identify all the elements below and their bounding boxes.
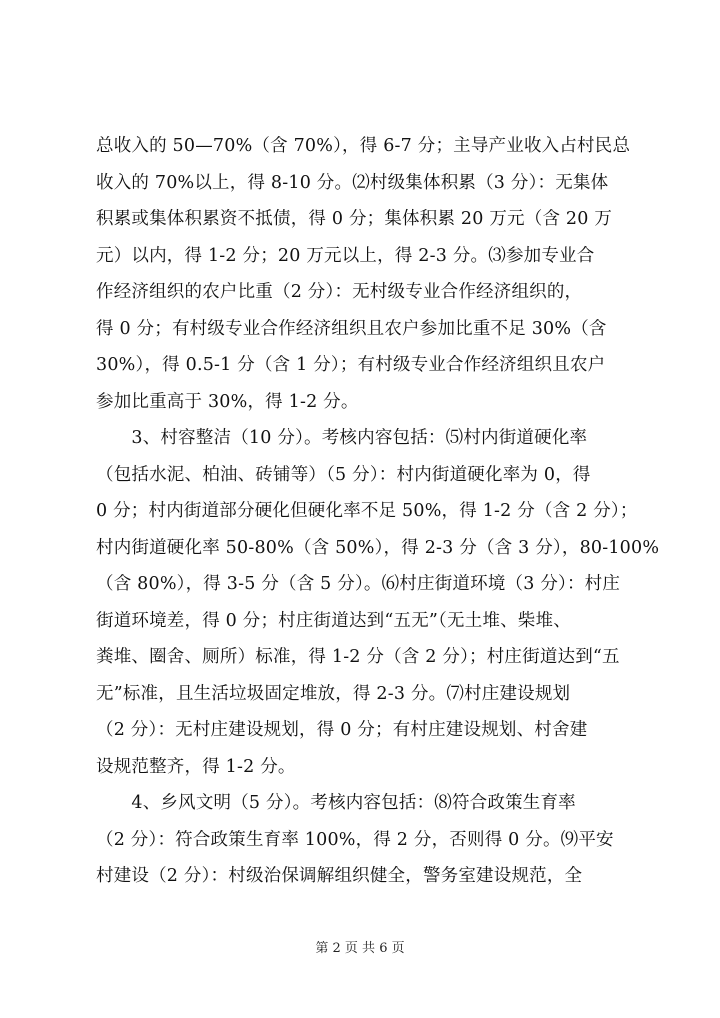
text-line: 街道环境差，得 0 分；村庄街道达到“五无”（无土堆、柴堆、 bbox=[96, 610, 571, 631]
text-line: （2 分）：符合政策生育率 100%，得 2 分，否则得 0 分。⑼平安 bbox=[96, 829, 614, 850]
text-line: 元）以内，得 1-2 分；20 万元以上，得 2-3 分。⑶参加专业合 bbox=[96, 245, 595, 266]
text-line: 30%），得 0.5-1 分（含 1 分）；有村级专业合作经济组织且农户 bbox=[96, 355, 606, 375]
text-line: 0 分；村内街道部分硬化但硬化率不足 50%，得 1-2 分（含 2 分）； bbox=[96, 501, 638, 521]
text-line: 4、乡风文明（5 分）。考核内容包括：⑻符合政策生育率 bbox=[96, 793, 576, 813]
text-line: 得 0 分；有村级专业合作经济组织且农户参加比重不足 30%（含 bbox=[96, 318, 607, 339]
text-line: 参加比重高于 30%，得 1-2 分。 bbox=[96, 391, 359, 412]
text-line: 总收入的 50—70%（含 70%），得 6-7 分；主导产业收入占村民总 bbox=[96, 136, 631, 156]
page-footer: 第 2 页 共 6 页 bbox=[315, 941, 405, 956]
body-text bbox=[96, 128, 660, 895]
text-line: 3、村容整洁（10 分）。考核内容包括：⑸村内街道硬化率 bbox=[96, 428, 588, 448]
text-line: 积累或集体积累资不抵债，得 0 分；集体积累 20 万元（含 20 万 bbox=[96, 209, 613, 229]
text-line: 粪堆、圈舍、厕所）标准，得 1-2 分（含 2 分）；村庄街道达到“五 bbox=[96, 647, 620, 667]
text-line: 村建设（2 分）：村级治保调解组织健全，警务室建设规范，全 bbox=[96, 866, 583, 886]
text-line: （2 分）：无村庄建设规划，得 0 分；有村庄建设规划、村舍建 bbox=[96, 720, 588, 740]
text-line: 无”标准，且生活垃圾固定堆放，得 2-3 分。⑺村庄建设规划 bbox=[96, 683, 571, 704]
text-line: 村内街道硬化率 50-80%（含 50%），得 2-3 分（含 3 分），80-100% bbox=[96, 537, 660, 558]
text-line: （包括水泥、柏油、砖铺等）（5 分）：村内街道硬化率为 0，得 bbox=[96, 464, 591, 485]
text-line: 设规范整齐，得 1-2 分。 bbox=[96, 756, 296, 777]
text-line: （含 80%），得 3-5 分（含 5 分）。⑹村庄街道环境（3 分）：村庄 bbox=[96, 574, 621, 594]
text-line: 作经济组织的农户比重（2 分）：无村级专业合作经济组织的， bbox=[96, 282, 583, 302]
text-line: 收入的 70%以上，得 8-10 分。⑵村级集体积累（3 分）：无集体 bbox=[96, 172, 609, 193]
